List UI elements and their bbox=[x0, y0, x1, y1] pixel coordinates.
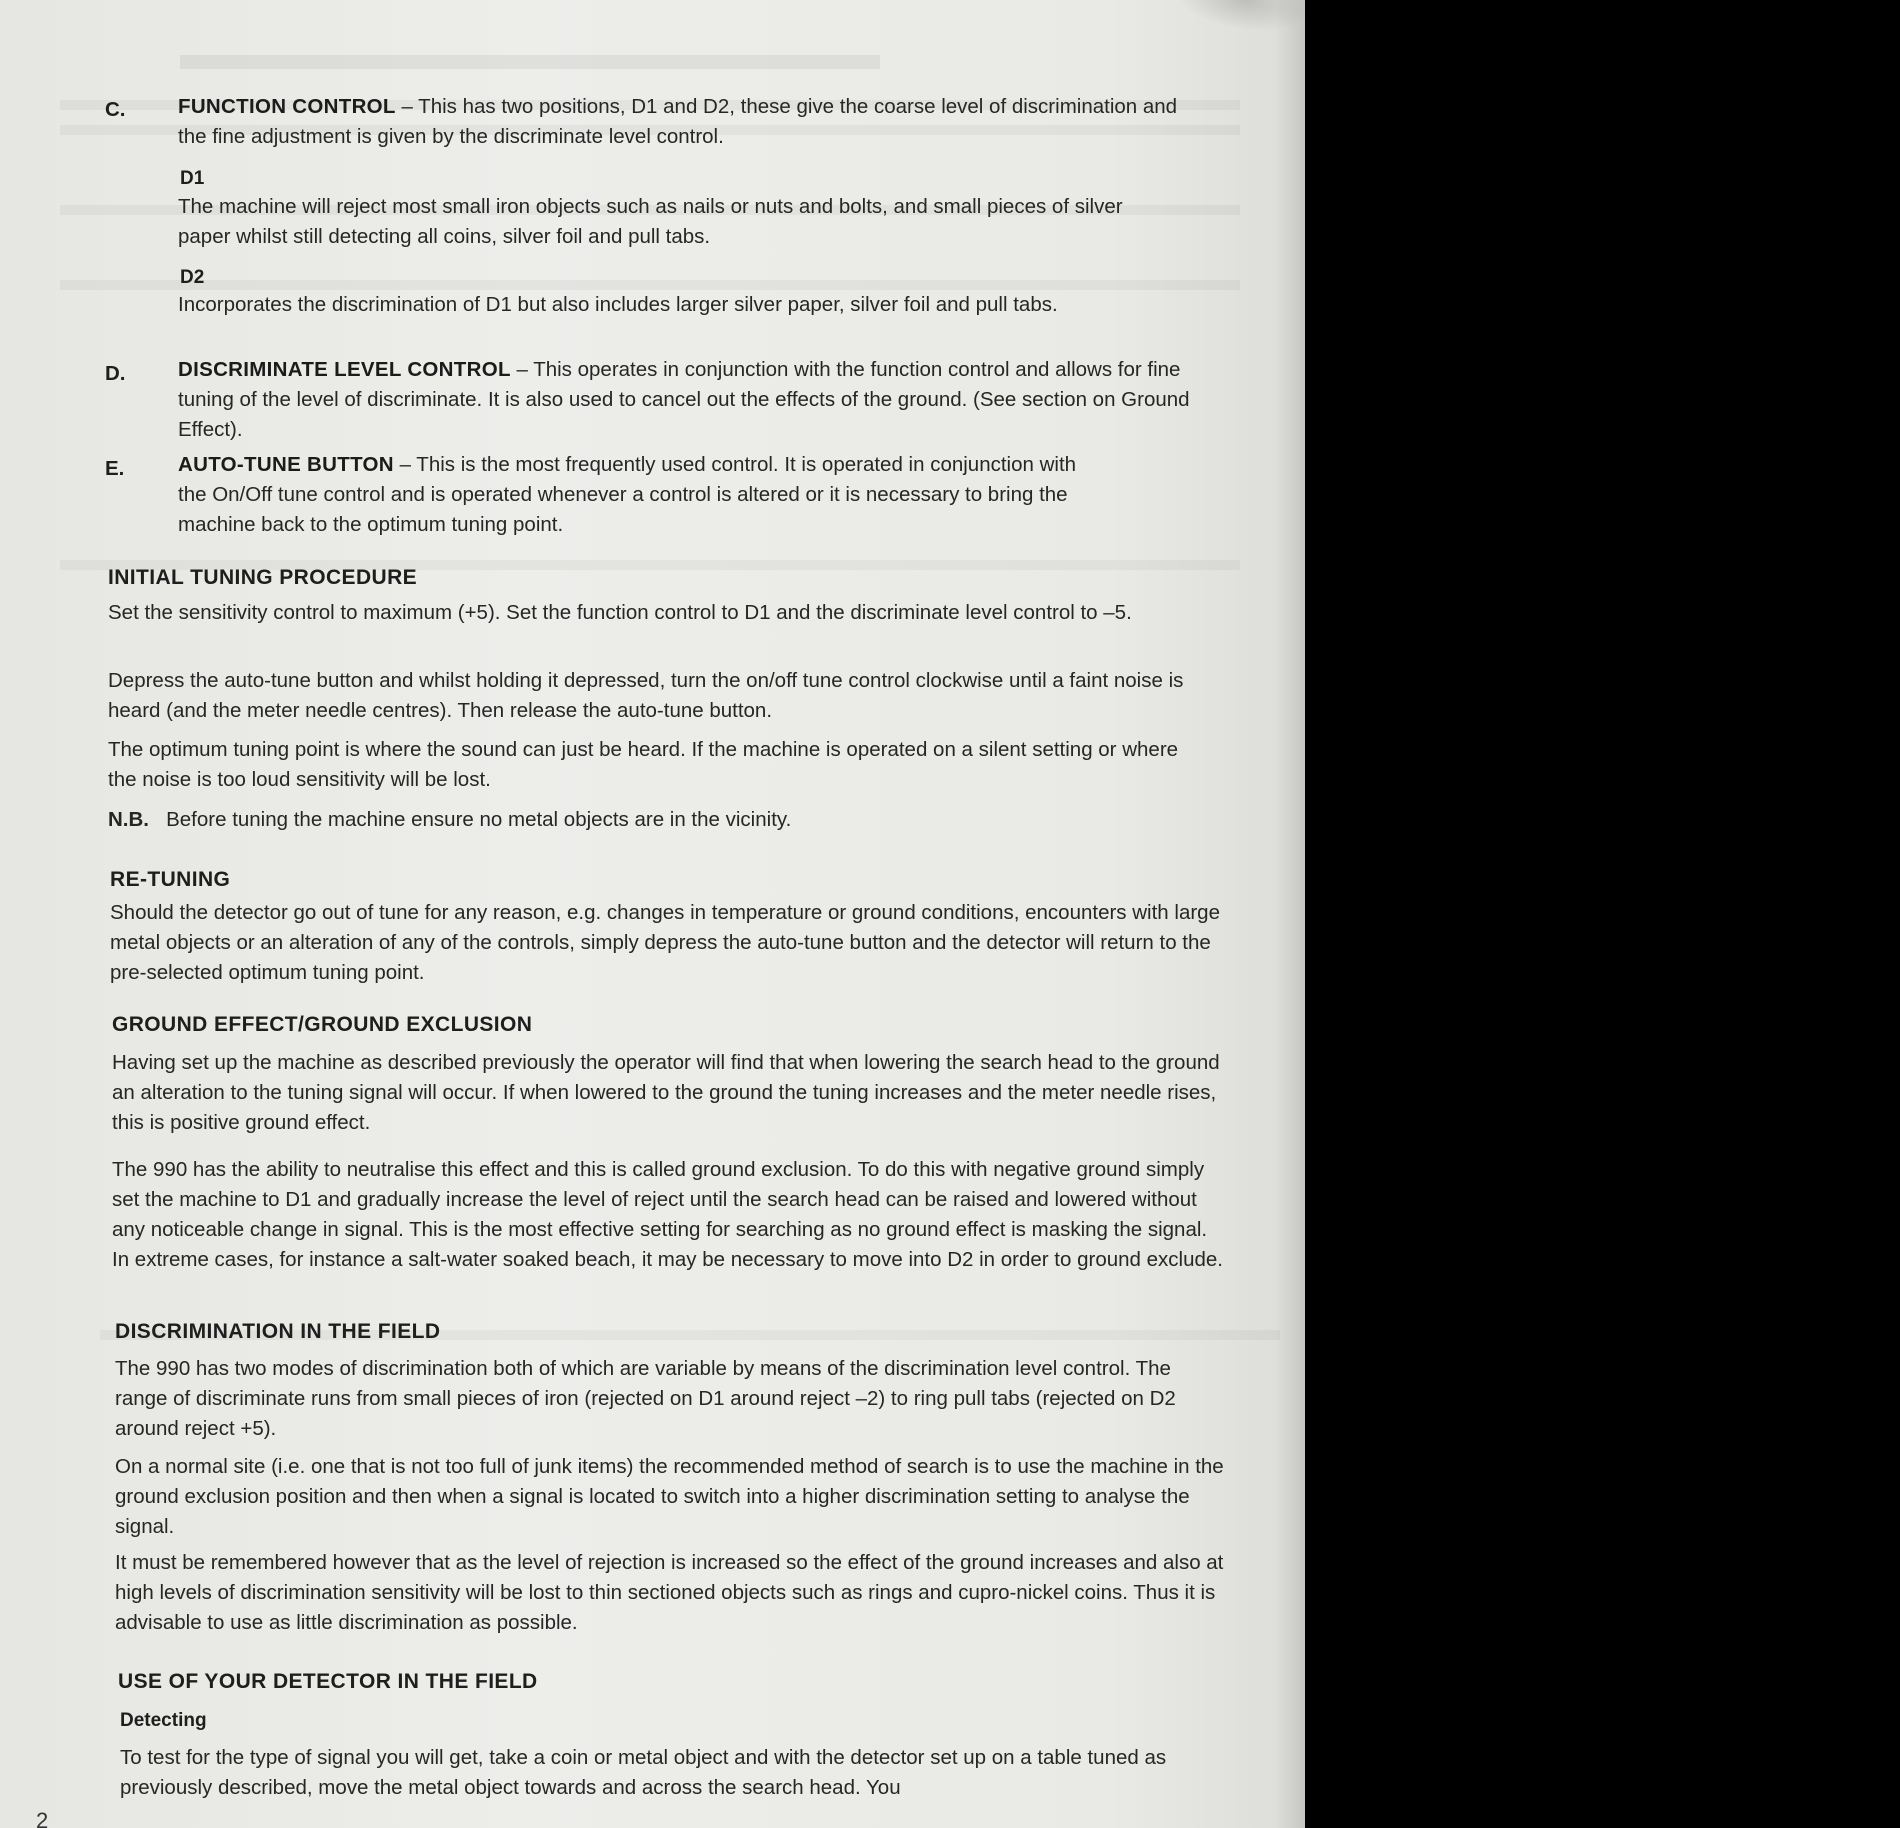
item-letter-c: C. bbox=[105, 98, 126, 121]
function-control-text: – This has two positions, D1 and D2, these give the coarse level of discrimination and the fine adjustment is given by the discriminate level control. bbox=[178, 95, 1178, 148]
auto-tune-text: – This is the most frequently used control. It is operated in conjunction with the On/Off tune control and is operated whenever a control is altered or it is necessary to bring the machine back to the optimum tuning point. bbox=[178, 453, 1077, 536]
use-in-field-heading: USE OF YOUR DETECTOR IN THE FIELD bbox=[118, 1670, 538, 1693]
show-through-line bbox=[180, 55, 880, 69]
ground-effect-heading: GROUND EFFECT/GROUND EXCLUSION bbox=[112, 1013, 533, 1036]
discrimination-heading: DISCRIMINATION IN THE FIELD bbox=[115, 1320, 441, 1343]
discrimination-p2: On a normal site (i.e. one that is not too full of junk items) the recommended method of search is to use the machine in the ground exclusion position and then when a signal is located to switch into a higher discrimination setting to analyse the signal. bbox=[115, 1455, 1224, 1538]
discrimination-p3: It must be remembered however that as the level of rejection is increased so the effect of the ground increases and also at high levels of discrimination sensitivity will be lost to thin sectioned objects such as rings and cupro-nickel coins. Thus it is advisable to use as little discrimination as possible. bbox=[115, 1551, 1224, 1634]
auto-tune-title: AUTO-TUNE BUTTON bbox=[178, 453, 394, 476]
discriminate-level-title: DISCRIMINATE LEVEL CONTROL bbox=[178, 358, 511, 381]
initial-tuning-p3: The optimum tuning point is where the sound can just be heard. If the machine is operated on a silent setting or where the noise is too loud sensitivity will be lost. bbox=[108, 738, 1179, 791]
auto-tune-paragraph bbox=[178, 450, 1108, 540]
function-control-paragraph bbox=[178, 92, 1198, 152]
item-letter-d: D. bbox=[105, 362, 126, 385]
discriminate-level-paragraph bbox=[178, 355, 1218, 445]
discriminate-level-text: – This operates in conjunction with the function control and allows for fine tuning of the level of discriminate. It is also used to cancel out the effects of the ground. (See section on Ground Effect). bbox=[178, 358, 1190, 441]
nb-note bbox=[108, 805, 1188, 835]
detecting-subheading: Detecting bbox=[120, 1710, 207, 1731]
d1-description: The machine will reject most small iron objects such as nails or nuts and bolts, and small pieces of silver paper whilst still detecting all coins, silver foil and pull tabs. bbox=[178, 195, 1123, 248]
retuning-p1: Should the detector go out of tune for any reason, e.g. changes in temperature or ground conditions, encounters with large metal objects or an alteration of any of the controls, simply depress the auto-tune button and the detector will return to the pre-selected optimum tuning point. bbox=[110, 901, 1220, 984]
nb-label: N.B. bbox=[108, 808, 149, 831]
d2-description: Incorporates the discrimination of D1 but also includes larger silver paper, silver foil and pull tabs. bbox=[178, 293, 1058, 316]
detecting-p1: To test for the type of signal you will get, take a coin or metal object and with the detector set up on a table tuned as previously described, move the metal object towards and across the search head. You bbox=[120, 1746, 1167, 1799]
function-control-title: FUNCTION CONTROL bbox=[178, 95, 396, 118]
page-edge-shadow bbox=[1275, 0, 1305, 1828]
discrimination-p1: The 990 has two modes of discrimination both of which are variable by means of the discrimination level control. The range of discriminate runs from small pieces of iron (rejected on D1 around reject –2) to ring pull tabs (rejected on D2 around reject +5). bbox=[115, 1357, 1176, 1440]
page-number: 2 bbox=[36, 1808, 49, 1828]
show-through-line bbox=[60, 280, 1240, 290]
ground-effect-p2: The 990 has the ability to neutralise this effect and this is called ground exclusion. To do this with negative ground simply set the machine to D1 and gradually increase the level of reject until the search head can be raised and lowered without any noticeable change in signal. This is the most effective setting for searching as no ground effect is masking the signal. In extreme cases, for instance a salt-water soaked beach, it may be necessary to move into D2 in order to ground exclude. bbox=[112, 1158, 1223, 1271]
ground-effect-p1: Having set up the machine as described previously the operator will find that when lowering the search head to the ground an alteration to the tuning signal will occur. If when lowered to the ground the tuning increases and the meter needle rises, this is positive ground effect. bbox=[112, 1051, 1220, 1134]
initial-tuning-p2: Depress the auto-tune button and whilst holding it depressed, turn the on/off tune control clockwise until a faint noise is heard (and the meter needle centres). Then release the auto-tune button. bbox=[108, 669, 1184, 722]
retuning-heading: RE-TUNING bbox=[110, 868, 231, 891]
nb-text: Before tuning the machine ensure no metal objects are in the vicinity. bbox=[166, 808, 792, 831]
d1-heading: D1 bbox=[180, 168, 205, 189]
item-letter-e: E. bbox=[105, 457, 125, 480]
initial-tuning-p1: Set the sensitivity control to maximum (+5). Set the function control to D1 and the discriminate level control to –5. bbox=[108, 601, 1132, 624]
d2-heading: D2 bbox=[180, 267, 205, 288]
initial-tuning-heading: INITIAL TUNING PROCEDURE bbox=[108, 566, 418, 589]
